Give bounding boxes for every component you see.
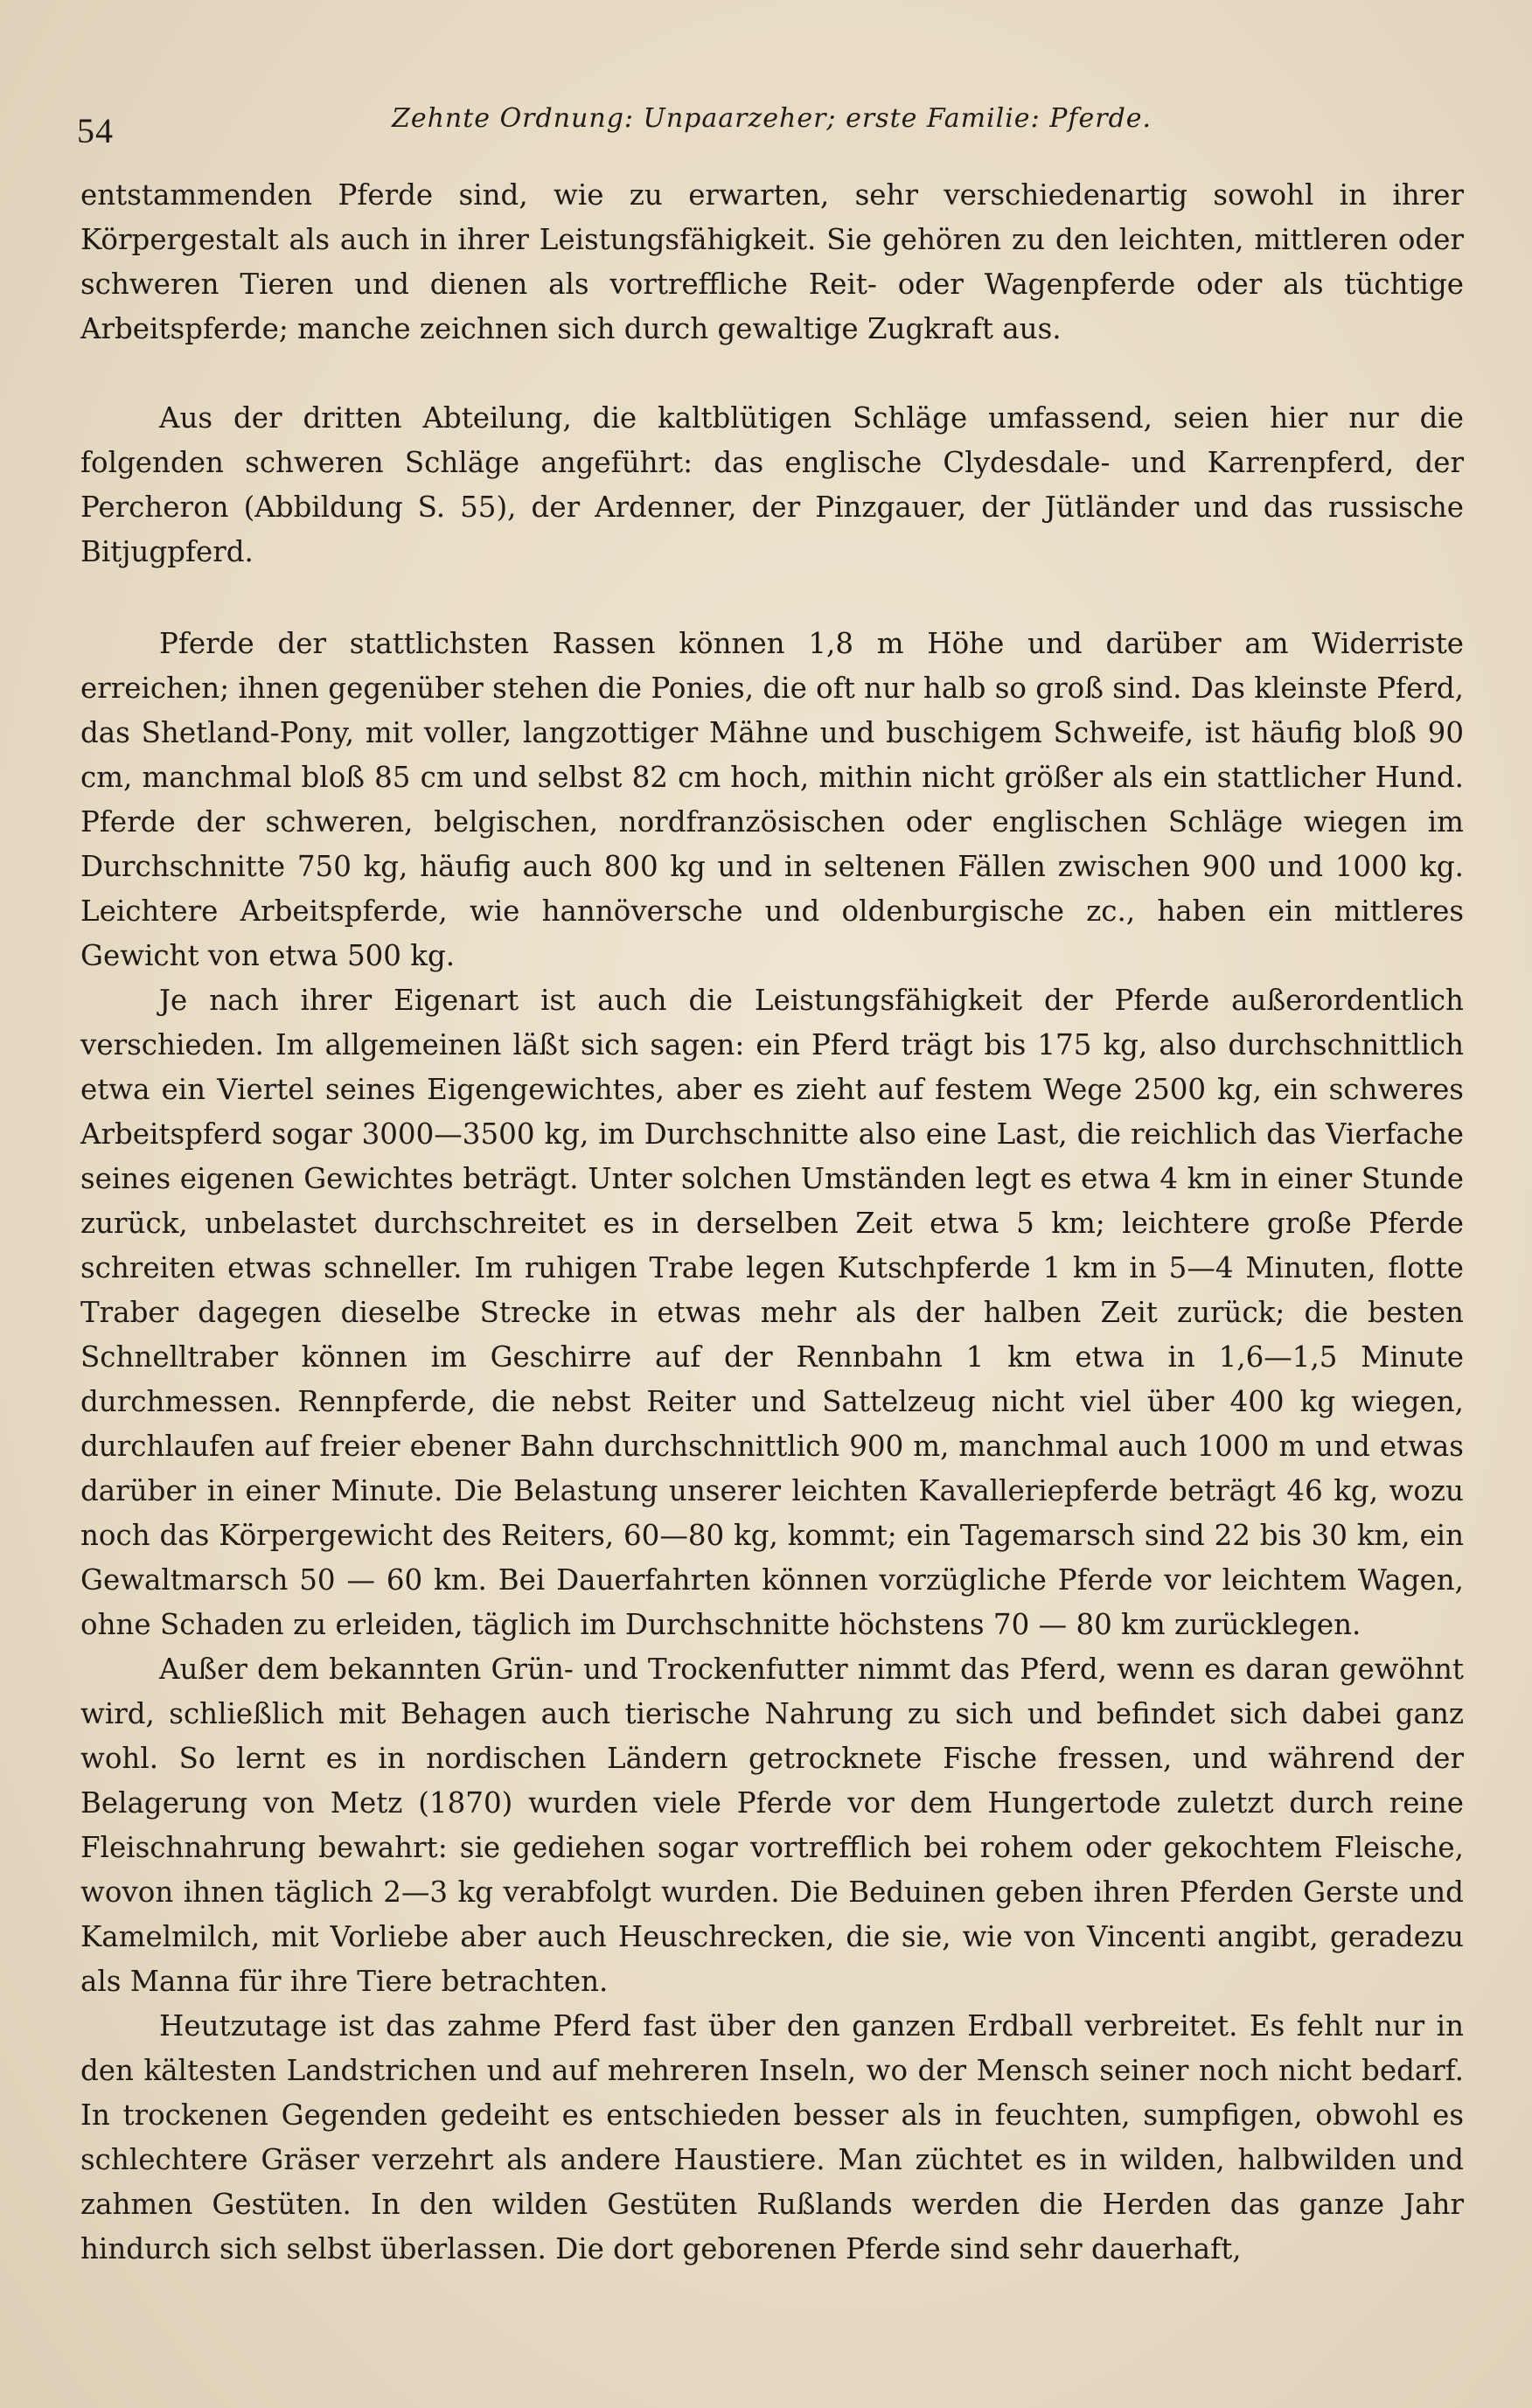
text-body (80, 173, 1464, 2272)
paragraph-cold-blooded-breeds: Aus der dritten Abteilung, die kaltblütigen Schläge umfassend, seien hier nur die folgenden schweren Schläge angeführt: das englische Clydesdale- und Karrenpferd, der Percheron (Abbildung S. 55), der Ardenner, der Pinzgauer, der Jütländer und das russische Bitjugpferd. (80, 401, 1464, 568)
paragraph-continuation: entstammenden Pferde sind, wie zu erwarten, sehr verschiedenartig sowohl in ihrer Körpergestalt als auch in ihrer Leistungsfähigkeit. Sie gehören zu den leichten, mittleren oder schweren Tieren und dienen als vortreffliche Reit- oder Wagenpferde oder als tüchtige Arbeitspferde; manche zeichnen sich durch gewaltige Zugkraft aus. (80, 178, 1464, 345)
paragraph-distribution: Heutzutage ist das zahme Pferd fast über den ganzen Erdball verbreitet. Es fehlt nur in den kältesten Landstrichen und auf mehreren Inseln, wo der Mensch seiner noch nicht bedarf. In trockenen Gegenden gedeiht es entschieden besser als in feuchten, sumpfigen, obwohl es schlechtere Gräser verzehrt als andere Haustiere. Man züchtet es in wilden, halbwilden und zahmen Gestüten. In den wilden Gestüten Rußlands werden die Herden das ganze Jahr hindurch sich selbst überlassen. Die dort geborenen Pferde sind sehr dauerhaft, (80, 2009, 1464, 2265)
page-number: 54 (77, 111, 114, 150)
paragraph-diet: Außer dem bekannten Grün- und Trockenfutter nimmt das Pferd, wenn es daran gewöhnt wird, schließlich mit Behagen auch tierische Nahrung zu sich und befindet sich dabei ganz wohl. So lernt es in nordischen Ländern getrocknete Fische fressen, und während der Belagerung von Metz (1870) wurden viele Pferde vor dem Hungertode zuletzt durch reine Fleischnahrung bewahrt: sie gediehen sogar vortrefflich bei rohem oder gekochtem Fleische, wovon ihnen täglich 2—3 kg verabfolgt wurden. Die Beduinen geben ihren Pferden Gerste und Kamelmilch, mit Vorliebe aber auch Heuschrecken, die sie, wie von Vincenti angibt, geradezu als Manna für ihre Tiere betrachten. (80, 1653, 1464, 1998)
paragraph-size-weight: Pferde der stattlichsten Rassen können 1,8 m Höhe und darüber am Widerriste erreichen; ihnen gegenüber stehen die Ponies, die oft nur halb so groß sind. Das kleinste Pferd, das Shetland-Pony, mit voller, langzottiger Mähne und buschigem Schweife, ist häufig bloß 90 cm, manchmal bloß 85 cm und selbst 82 cm hoch, mithin nicht größer als ein stattlicher Hund. Pferde der schweren, belgischen, nordfranzösischen oder englischen Schläge wiegen im Durchschnitte 750 kg, häufig auch 800 kg und in seltenen Fällen zwischen 900 und 1000 kg. Leichtere Arbeitspferde, wie hannöversche und oldenburgische zc., haben ein mittleres Gewicht von etwa 500 kg. (80, 627, 1464, 972)
running-head: Zehnte Ordnung: Unpaarzeher; erste Familie: Pferde. (392, 103, 1152, 134)
paragraph-performance: Je nach ihrer Eigenart ist auch die Leistungsfähigkeit der Pferde außerordentlich verschieden. Im allgemeinen läßt sich sagen: ein Pferd trägt bis 175 kg, also durchschnittlich etwa ein Viertel seines Eigengewichtes, aber es zieht auf festem Wege 2500 kg, ein schweres Arbeitspferd sogar 3000—3500 kg, im Durchschnitte also eine Last, die reichlich das Vierfache seines eigenen Gewichtes beträgt. Unter solchen Umständen legt es etwa 4 km in einer Stunde zurück, unbelastet durchschreitet es in derselben Zeit etwa 5 km; leichtere große Pferde schreiten etwas schneller. Im ruhigen Trabe legen Kutschpferde 1 km in 5—4 Minuten, flotte Traber dagegen dieselbe Strecke in etwas mehr als der halben Zeit zurück; die besten Schnelltraber können im Geschirre auf der Rennbahn 1 km etwa in 1,6—1,5 Minute durchmessen. Rennpferde, die nebst Reiter und Sattelzeug nicht viel über 400 kg wiegen, durchlaufen auf freier ebener Bahn durchschnittlich 900 m, manchmal auch 1000 m und etwas darüber in einer Minute. Die Belastung unserer leichten Kavalleriepferde beträgt 46 kg, wozu noch das Körpergewicht des Reiters, 60—80 kg, kommt; ein Tagemarsch sind 22 bis 30 km, ein Gewaltmarsch 50 — 60 km. Bei Dauerfahrten können vorzügliche Pferde vor leichtem Wagen, ohne Schaden zu erleiden, täglich im Durchschnitte höchstens 70 — 80 km zurücklegen. (80, 984, 1464, 1641)
page-header (77, 103, 1441, 156)
